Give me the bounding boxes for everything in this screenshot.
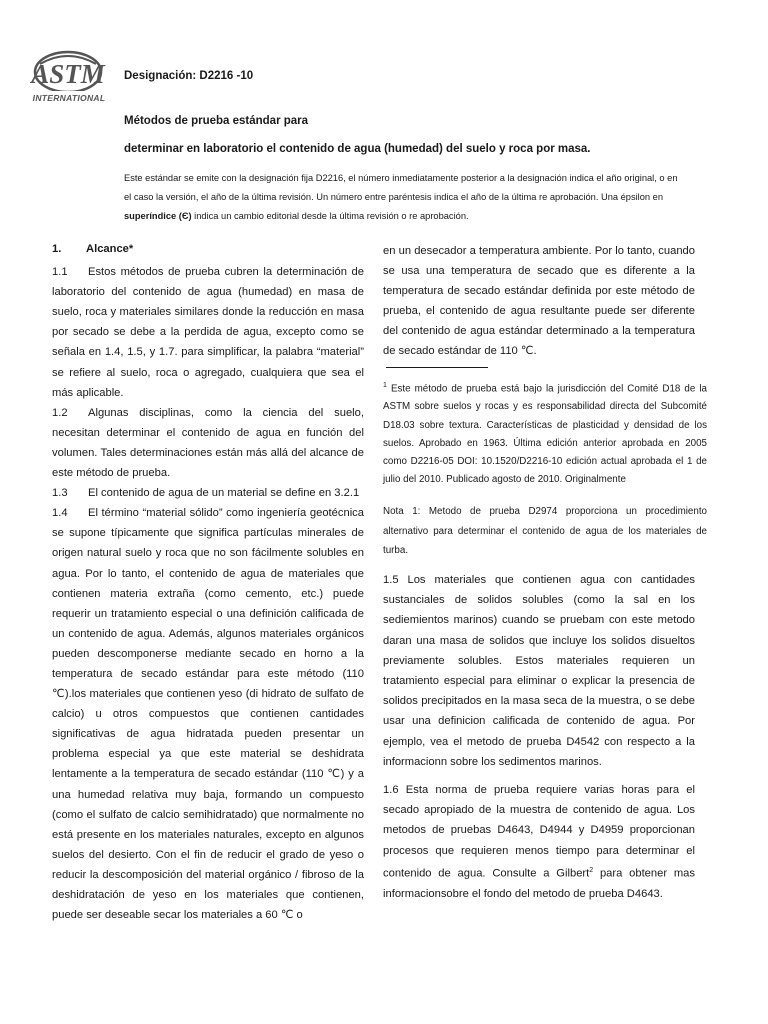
- section-number: 1.: [52, 243, 62, 255]
- paragraph-number: 1.2: [52, 406, 68, 419]
- preamble: [124, 169, 680, 226]
- paragraph-text: para obtener mas informacionsobre el fondo del metodo de prueba D4643.: [383, 867, 696, 900]
- designation: Designación: D2216 -10: [124, 70, 254, 82]
- paragraph-number: 1.4: [52, 507, 68, 520]
- footnote-text: Este método de prueba está bajo la jurisdicción del Comité D18 de la ASTM sobre suelos y rocas y es responsabilidad directa del Subcomité D18.03 sobre textura. Características de plasticidad y densidad de los suelos. Aprobado en 1963. Última edición anterior aprobada en 2005 como D2216-05 DOI: 10.1520/D2216-10 edición actual aprobada el 1 de julio del 2010. Publicado agosto de 2010. Originalmente: [383, 383, 707, 486]
- footnote: [383, 377, 707, 489]
- paragraph-text: Estos métodos de prueba cubren la determinación de laboratorio del contenido de agua (humedad) en masa de suelo, roca y materiales similares donde la reducción en masa por secado se debe a la perdida de agua, excepto como se señala en 1.4, 1.5, y 1.7. para simplificar, la palabra “material” se refiere al suelo, roca o agregado, cualquiera que sea el más aplicable.: [52, 266, 364, 399]
- preamble-text: Este estándar se emite con la designación fija D2216, el número inmediatamente posterior a la designación indica el año original, o en el caso la versión, el año de la última revisión. Un número entre paréntesis indica el año de la última re aprobación. Una épsilon en: [124, 173, 678, 202]
- preamble-superindex: superíndice (Є): [124, 211, 192, 221]
- footnote-mark: 1: [383, 382, 387, 389]
- paragraph-1-3: [52, 483, 364, 503]
- paragraph-number: 1.1: [52, 266, 68, 279]
- astm-logo-icon: [30, 50, 108, 106]
- paragraph-text: El término “material sólido” como ingeniería geotécnica se supone típicamente que significa partículas minerales de origen natural suelo y roca que no son fácilmente solubles en agua. Por lo tanto, el contenido de agua de materiales que contienen materia extraña (como cemento, etc.) puede requerir un tratamiento especial o una definición calificada de un contenido de agua. Además, algunos materiales orgánicos pueden descomponerse mediante secado en horno a la temperatura de secado estándar para este método (110 ℃).los materiales que contienen yeso (di hidrato de sulfato de calcio) u otros compuestos que contienen cantidades significativas de agua hidratada pueden presentar un problema especial ya que este material se deshidrata lentamente a la temperatura de secado estándar (110 ℃) y a una humedad relativa muy baja, formando un compuesto (como el sulfato de calcio semihidratado) que normalmente no está presente en los materiales naturales, excepto en algunos suelos del desierto. Con el fin de reducir el grado de yeso o reducir la descomposición del material orgánico / fibroso de la deshidratación de yeso en los materiales que contienen, puede ser deseable secar los materiales a 60 ℃ o: [52, 507, 364, 922]
- astm-logo: [30, 50, 108, 106]
- paragraph-1-6: [383, 780, 695, 904]
- paragraph-text: Algunas disciplinas, como la ciencia del suelo, necesitan determinar el contenido de agua en función del volumen. Tales determinaciones están más allá del alcance de este método de prueba.: [52, 406, 364, 480]
- paragraph-number: 1.3: [52, 487, 68, 500]
- paragraph-1-5: 1.5 Los materiales que contienen agua con cantidades sustanciales de solidos solubles (como la sal en los sediemientos marinos) cuando se pruebam con este metodo daran una masa de solidos que incluye los solidos disueltos previamente solubles. Estos materiales requieren un tratamiento especial para eliminar o explicar la presencia de solidos precipitados en la masa seca de la muestra, o se debe usar una definicion calificada de contenido de agua. Por ejemplo, vea el metodo de prueba D4542 con respecto a la informacionn sobre los sedimentos marinos.: [383, 574, 695, 768]
- paragraph-text: El contenido de agua de un material se define en 3.2.1: [88, 487, 360, 500]
- note-1: Nota 1: Metodo de prueba D2974 proporciona un procedimiento alternativo para determinar el contenido de agua de los materiales de turba.: [383, 506, 707, 556]
- footnote-divider: [386, 367, 488, 368]
- paragraph-1-4: [52, 503, 364, 925]
- document-title-line2: determinar en laboratorio el contenido de agua (humedad) del suelo y roca por masa.: [124, 143, 591, 155]
- right-column-bottom: [383, 570, 695, 912]
- citation-mark: 2: [589, 866, 594, 874]
- section-title: Alcance*: [86, 243, 134, 255]
- paragraph-1-4-continued: en un desecador a temperatura ambiente. Por lo tanto, cuando se usa una temperatura de secado que es diferente a la temperatura de secado estándar definida por este método de prueba, el contenido de agua resultante puede ser diferente del contenido de agua estándar determinado a la temperatura de secado estándar de 110 ℃.: [383, 245, 695, 358]
- document-title-line1: Métodos de prueba estándar para: [124, 115, 309, 127]
- svg-text:ASTM: ASTM: [31, 59, 105, 89]
- svg-text:INTERNATIONAL: INTERNATIONAL: [32, 93, 106, 103]
- right-column-top: [383, 241, 695, 362]
- paragraph-text: 1.6 Esta norma de prueba requiere varias horas para el secado apropiado de la muestra de contenido de agua. Los metodos de pruebas D4643, D4944 y D4959 proporcionan procesos que requieren menos tiempo para determinar el contenido de agua. Consulte a Gilbert: [383, 784, 695, 880]
- left-column: [52, 239, 364, 925]
- preamble-text-end: indica un cambio editorial desde la última revisión o re aprobación.: [191, 211, 469, 221]
- paragraph-1-2: [52, 403, 364, 483]
- paragraph-1-1: [52, 262, 364, 403]
- section-heading: [52, 239, 364, 259]
